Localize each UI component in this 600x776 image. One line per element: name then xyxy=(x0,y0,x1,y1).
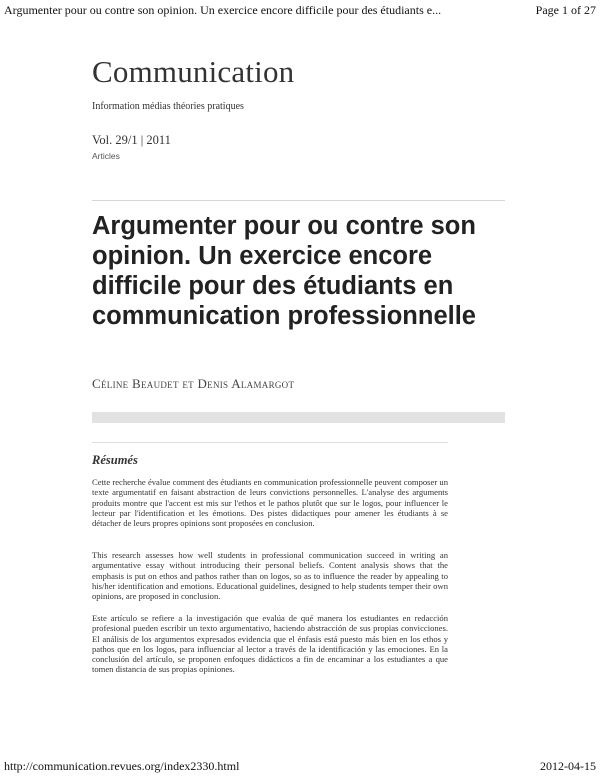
footer-date: 2012-04-15 xyxy=(540,759,596,773)
abstract-spanish: Este artículo se refiere a la investigación que evalúa de qué manera los estudiantes en redacción profesional pueden escribir un texto argumentativo, haciendo abstracción de sus propias convicciones. El análisis de los argumentos expresados evidencia que el énfasis está puesto más bien en los ethos y pathos que en los logos, para influenciar al lector a través de la identificación y las emociones. En la conclusión del artículo, se proponen enfoques didácticos a fin de encaminar a los estudiantes a que tomen distancia de sus propias opiniones. xyxy=(92,613,448,675)
print-header-title: Argumenter pour ou contre son opinion. Un exercice encore difficile pour des étudiants e... xyxy=(4,3,442,17)
divider xyxy=(92,200,505,201)
article-title: Argumenter pour ou contre son opinion. Un exercice encore difficile pour des étudiants en communication professionnelle xyxy=(92,212,476,330)
abstract-english: This research assesses how well students in professional communication succeed in writing an argumentative essay without introducing their personal beliefs. Content analysis shows that the emphasis is put on ethos and pathos rather than on logos, so as to influence the reader by appealing to his/her identification and emotions. Educational guidelines, designed to help students temper their own opinions, are proposed in conclusion. xyxy=(92,550,448,602)
divider xyxy=(92,442,448,443)
abstracts-heading: Résumés xyxy=(92,453,138,467)
decorative-band xyxy=(92,412,505,423)
print-header xyxy=(0,0,600,20)
journal-subtitle: Information médias théories pratiques xyxy=(92,101,244,112)
volume-issue[interactable]: Vol. 29/1 | 2011 xyxy=(92,133,171,147)
print-header-page-info: Page 1 of 27 xyxy=(535,3,596,17)
footer-url: http://communication.revues.org/index2330.html xyxy=(4,759,240,773)
abstract-french: Cette recherche évalue comment des étudiants en communication professionnelle peuvent composer un texte argumentatif en faisant abstraction de leurs convictions personnelles. L'analyse des arguments produits montre que l'accent est mis sur l'ethos et le pathos plutôt que sur le logos, pour influencer le lecteur par l'identification et les émotions. Des pistes didactiques pour amener les étudiants à se détacher de leurs propres opinions sont proposées en conclusion. xyxy=(92,477,448,529)
section-label[interactable]: Articles xyxy=(92,151,120,161)
journal-name[interactable]: Communication xyxy=(92,54,295,89)
article-authors[interactable]: Céline Beaudet et Denis Alamargot xyxy=(92,376,295,391)
